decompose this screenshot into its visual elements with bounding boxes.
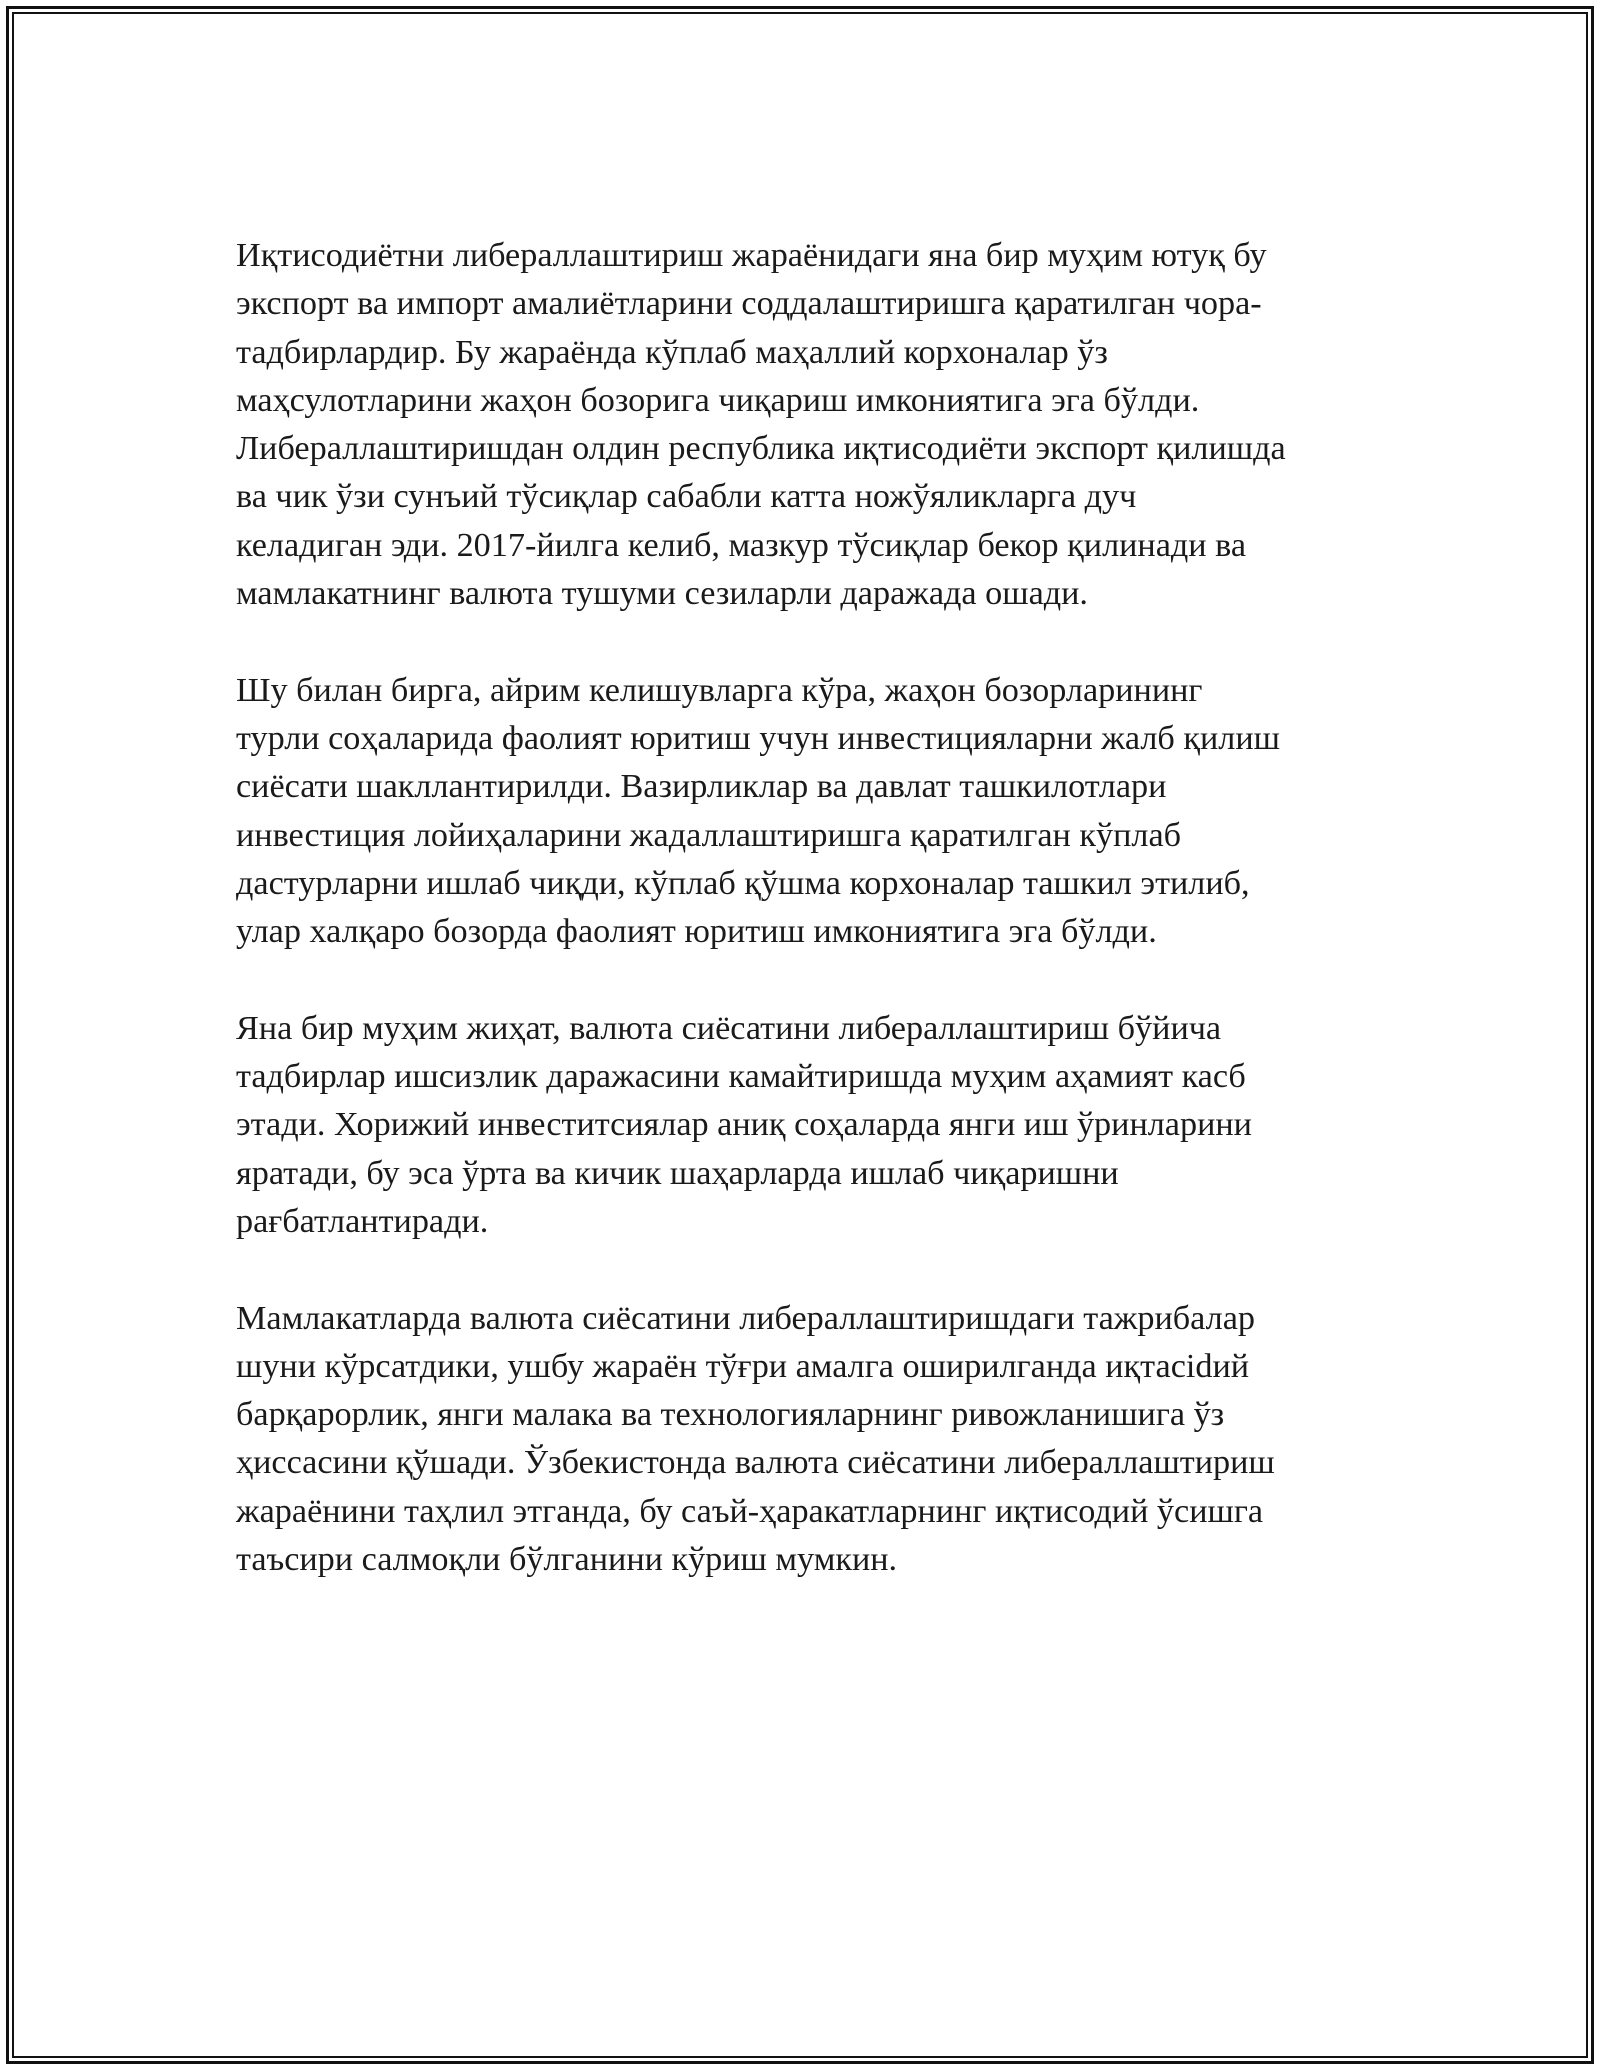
text-line: келадиган эди. 2017-йилга келиб, мазкур тўсиқлар бекор қилинади ва (236, 526, 1246, 564)
text-line: маҳсулотларини жаҳон бозорига чиқариш имкониятига эга бўлди. (236, 381, 1200, 419)
text-line: Шу билан бирга, айрим келишувларга кўра, жаҳон бозорларининг (236, 671, 1203, 709)
text-line: жараёнини таҳлил этганда, бу саъй-ҳаракатларнинг иқтисодий ўсишга (236, 1492, 1264, 1530)
text-line: рағбатлантиради. (236, 1202, 489, 1240)
text-line: Либераллаштиришдан олдин республика иқтисодиёти экспорт қилишда (236, 430, 1286, 468)
text-line: яратади, бу эса ўрта ва кичик шаҳарларда ишлаб чиқаришни (236, 1154, 1119, 1192)
text-line: тадбирлардир. Бу жараёнда кўплаб маҳаллий корхоналар ўз (236, 333, 1108, 371)
text-line: Яна бир муҳим жиҳат, валюта сиёсатини либераллаштириш бўйича (236, 1009, 1222, 1047)
text-line: мамлакатнинг валюта тушуми сезиларли даражада ошади. (236, 575, 1088, 613)
text-line: этади. Хорижий инвеститсиялар аниқ соҳаларда янги иш ўринларини (236, 1106, 1252, 1144)
text-line: ва чик ўзи сунъий тўсиқлар сабабли катта ножўяликларга дуч (236, 478, 1137, 516)
text-line: сиёсати шакллантирилди. Вазирликлар ва давлат ташкилотлари (236, 768, 1167, 806)
text-line: дастурларни ишлаб чиқди, кўплаб қўшма корхоналар ташкил этилиб, (236, 864, 1250, 902)
text-line: инвестиция лойиҳаларини жадаллаштиришга қаратилган кўплаб (236, 816, 1182, 854)
text-line: улар халқаро бозорда фаолият юритиш имкониятига эга бўлди. (236, 913, 1157, 951)
text-line: барқарорлик, янги малака ва технологияларнинг ривожланишига ўз (236, 1396, 1225, 1434)
text-line: таъсири салмоқли бўлганини кўриш мумкин. (236, 1541, 898, 1579)
text-line: Мамлакатларда валюта сиёсатини либераллаштиришдаги тажрибалар (236, 1299, 1255, 1337)
paragraph-investment-policy (236, 667, 1386, 957)
text-line: турли соҳаларида фаолият юритиш учун инвестицияларни жалб қилиш (236, 719, 1280, 757)
text-line: шуни кўрсатдики, ушбу жараён тўғри амалга оширилганда иқтасidий (236, 1347, 1250, 1385)
text-line: ҳиссасини қўшади. Ўзбекистонда валюта сиёсатини либераллаштириш (236, 1444, 1275, 1482)
text-line: тадбирлар ишсизлик даражасини камайтиришда муҳим аҳамият касб (236, 1058, 1246, 1096)
text-line: Иқтисодиётни либераллаштириш жараёнидаги яна бир муҳим ютуқ бу (236, 237, 1267, 274)
document-body (236, 232, 1386, 1584)
text-line: экспорт ва импорт амалиётларини соддалаштиришга қаратилган чора- (236, 285, 1262, 323)
paragraph-conclusion (236, 1295, 1386, 1585)
paragraph-export-import (236, 232, 1386, 618)
paragraph-unemployment (236, 1005, 1386, 1246)
